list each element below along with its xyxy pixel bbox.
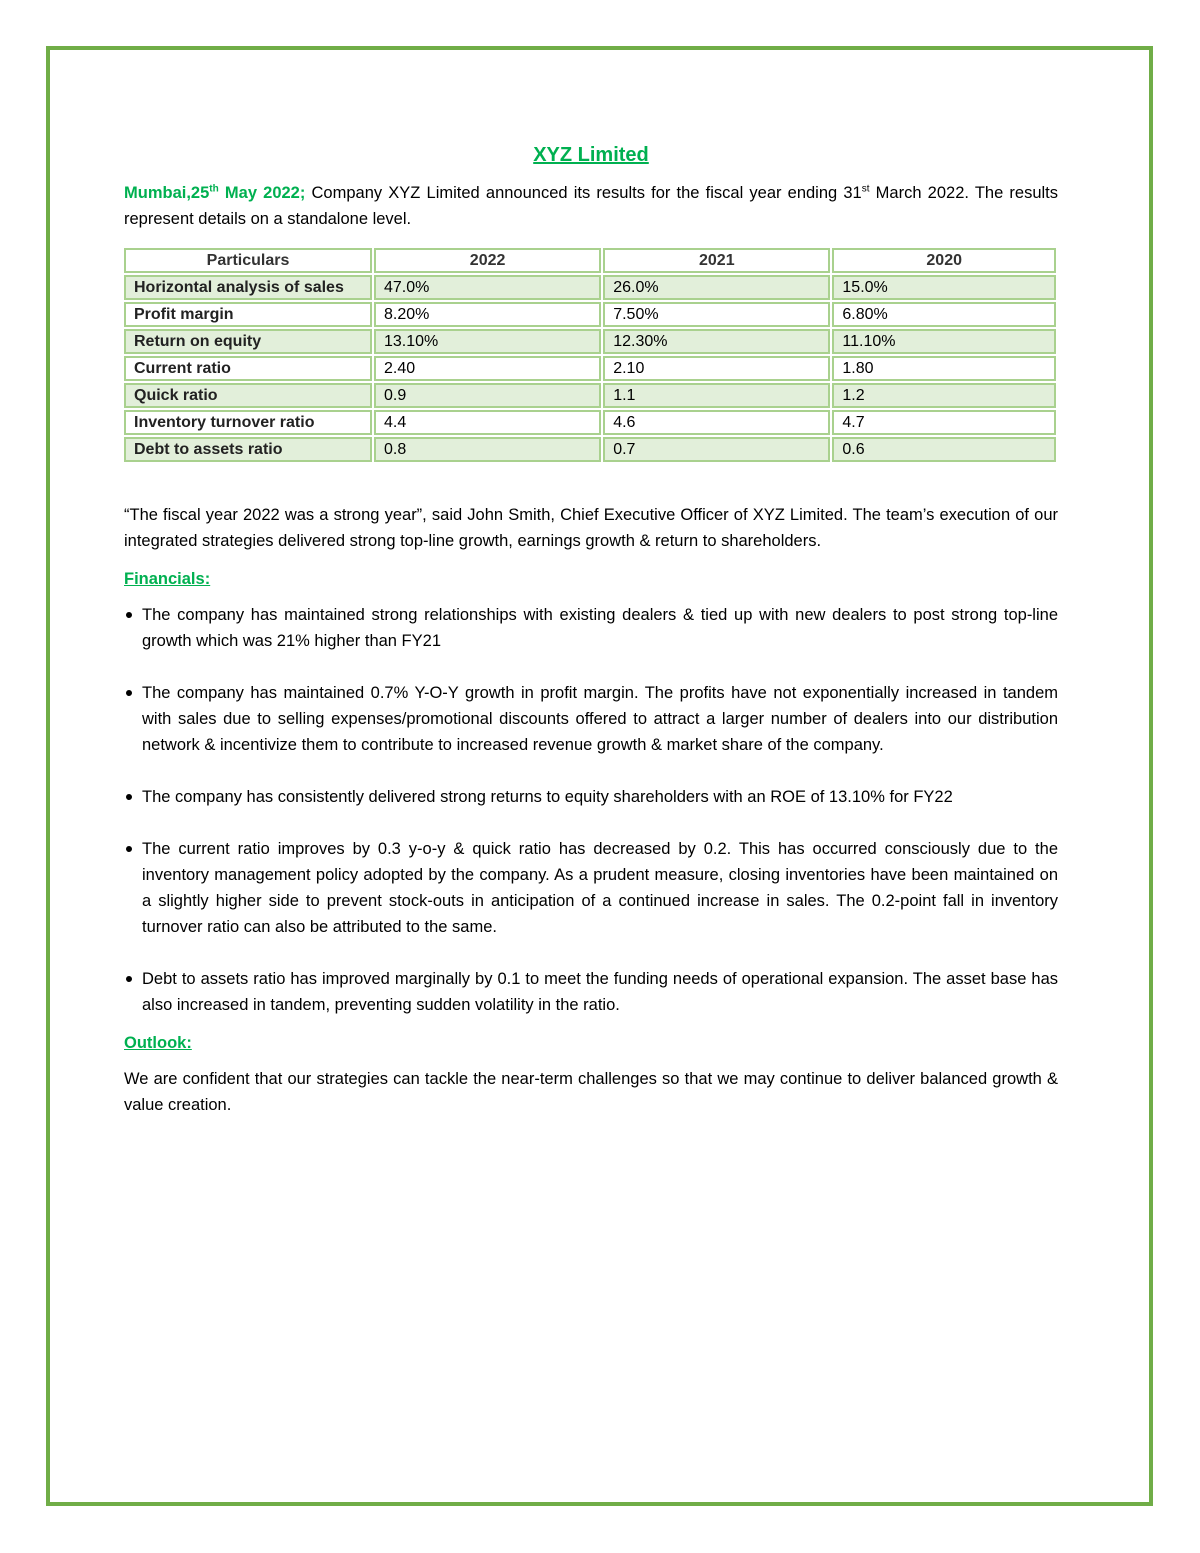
row-label: Debt to assets ratio	[124, 437, 372, 462]
row-label: Horizontal analysis of sales	[124, 275, 372, 300]
cell-2020: 1.2	[832, 383, 1056, 408]
results-table	[122, 246, 1058, 464]
cell-2020: 6.80%	[832, 302, 1056, 327]
row-label: Inventory turnover ratio	[124, 410, 372, 435]
outlook-heading: Outlook:	[124, 1034, 192, 1052]
cell-2021: 12.30%	[603, 329, 830, 354]
document-body	[124, 140, 1058, 1118]
cell-2020: 15.0%	[832, 275, 1056, 300]
table-row	[124, 410, 1056, 435]
dateline-city: Mumbai,25	[124, 184, 210, 202]
cell-2020: 1.80	[832, 356, 1056, 381]
row-label: Profit margin	[124, 302, 372, 327]
dateline-rest: May 2022;	[218, 184, 306, 202]
cell-2021: 26.0%	[603, 275, 830, 300]
document-title: XYZ Limited	[533, 144, 649, 166]
list-item: The company has maintained 0.7% Y-O-Y growth in profit margin. The profits have not exponentially increased in tandem with sales due to selling expenses/promotional discounts offered to attract a larger number of dealers into our distribution network & incentivize them to contribute to increased revenue growth & market share of the company.	[142, 680, 1058, 758]
intro-paragraph	[124, 180, 1058, 232]
table-row	[124, 437, 1056, 462]
cell-2022: 2.40	[374, 356, 601, 381]
cell-2022: 8.20%	[374, 302, 601, 327]
cell-2020: 0.6	[832, 437, 1056, 462]
cell-2020: 11.10%	[832, 329, 1056, 354]
table-row	[124, 302, 1056, 327]
ceo-quote: “The fiscal year 2022 was a strong year”, said John Smith, Chief Executive Officer of XYZ Limited. The team’s execution of our integrated strategies delivered strong top-line growth, earnings growth & return to shareholders.	[124, 506, 1058, 550]
cell-2020: 4.7	[832, 410, 1056, 435]
list-item: The company has consistently delivered strong returns to equity shareholders with an ROE of 13.10% for FY22	[142, 784, 1058, 810]
cell-2021: 1.1	[603, 383, 830, 408]
header-2022: 2022	[374, 248, 601, 273]
cell-2021: 4.6	[603, 410, 830, 435]
row-label: Quick ratio	[124, 383, 372, 408]
header-particulars: Particulars	[124, 248, 372, 273]
list-item: Debt to assets ratio has improved marginally by 0.1 to meet the funding needs of operational expansion. The asset base has also increased in tandem, preventing sudden volatility in the ratio.	[142, 966, 1058, 1018]
intro-text-1: Company XYZ Limited announced its results for the fiscal year ending 31	[305, 184, 862, 202]
cell-2022: 0.8	[374, 437, 601, 462]
financials-list	[124, 602, 1058, 1018]
cell-2021: 0.7	[603, 437, 830, 462]
row-label: Current ratio	[124, 356, 372, 381]
cell-2022: 4.4	[374, 410, 601, 435]
intro-text-2: March 2022. The results represent details on a standalone level.	[124, 184, 1059, 228]
table-row	[124, 383, 1056, 408]
list-item: The current ratio improves by 0.3 y-o-y & quick ratio has decreased by 0.2. This has occurred consciously due to the inventory management policy adopted by the company. As a prudent measure, closing inventories have been maintained on a slightly higher side to prevent stock-outs in anticipation of a continued increase in sales. The 0.2-point fall in inventory turnover ratio can also be attributed to the same.	[142, 836, 1058, 940]
table-header-row	[124, 248, 1056, 273]
cell-2022: 47.0%	[374, 275, 601, 300]
cell-2021: 2.10	[603, 356, 830, 381]
cell-2022: 0.9	[374, 383, 601, 408]
dateline	[124, 184, 305, 202]
outlook-text: We are confident that our strategies can tackle the near-term challenges so that we may continue to deliver balanced growth & value creation.	[124, 1070, 1058, 1114]
list-item: The company has maintained strong relationships with existing dealers & tied up with new dealers to post strong top-line growth which was 21% higher than FY21	[142, 602, 1058, 654]
intro-sup: st	[861, 183, 870, 195]
header-2021: 2021	[603, 248, 830, 273]
dateline-sup: th	[209, 183, 219, 195]
cell-2021: 7.50%	[603, 302, 830, 327]
financials-heading: Financials:	[124, 570, 211, 588]
table-row	[124, 356, 1056, 381]
table-row	[124, 329, 1056, 354]
header-2020: 2020	[832, 248, 1056, 273]
row-label: Return on equity	[124, 329, 372, 354]
cell-2022: 13.10%	[374, 329, 601, 354]
table-row	[124, 275, 1056, 300]
